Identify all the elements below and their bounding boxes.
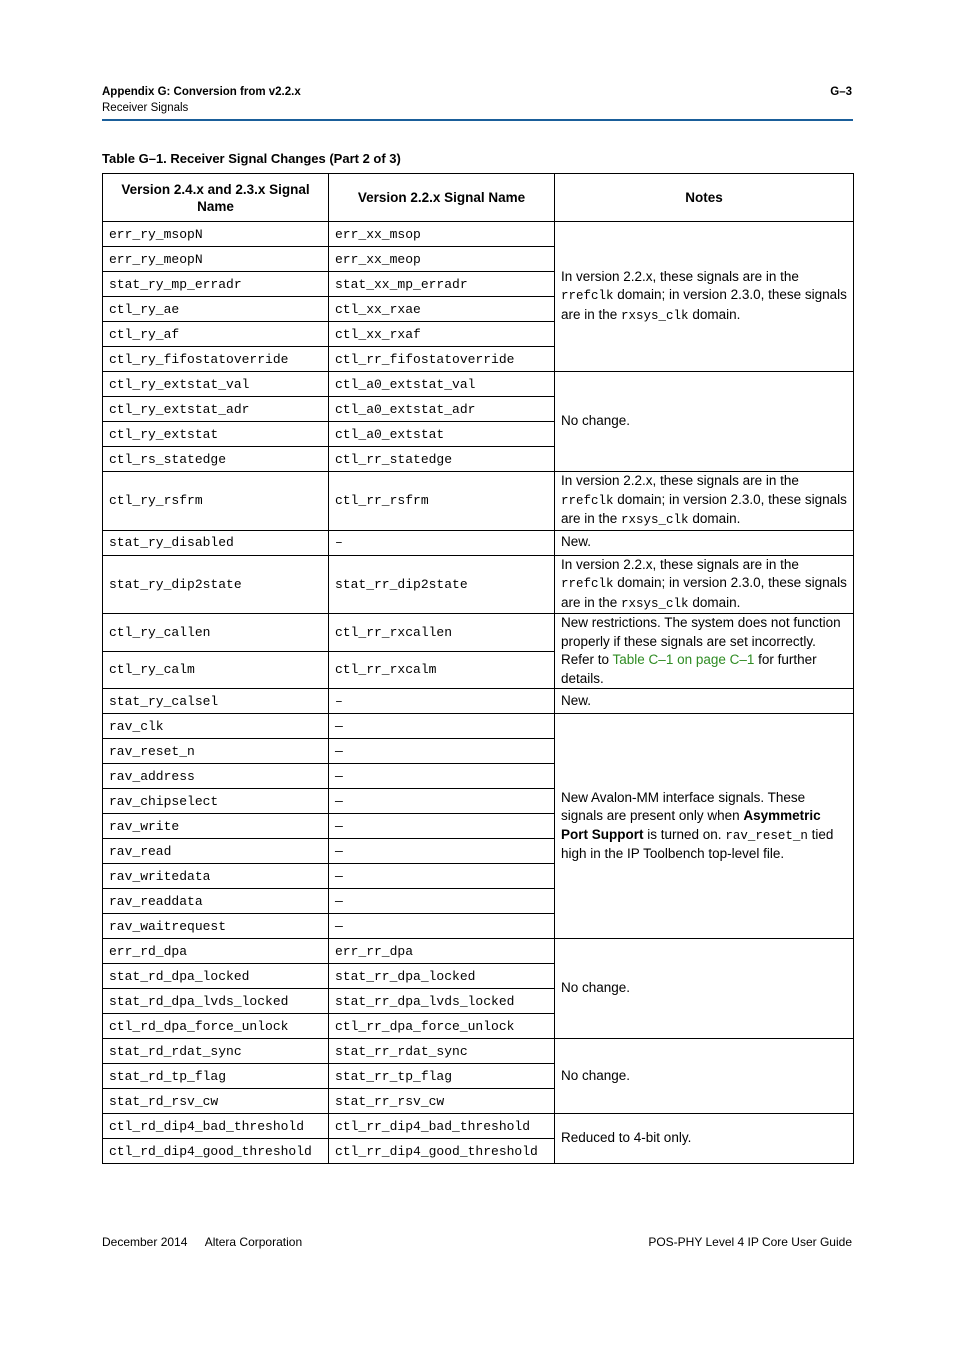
signal-new-name: ctl_ry_rsfrm	[103, 472, 329, 531]
signal-new-name: stat_rd_dpa_lvds_locked	[103, 989, 329, 1014]
signal-old-name: –	[329, 530, 555, 555]
column-header-new-name: Version 2.4.x and 2.3.x Signal Name	[103, 174, 329, 222]
signal-old-name: ctl_xx_rxaf	[329, 322, 555, 347]
table-row	[103, 939, 854, 964]
signal-old-name: ctl_a0_extstat_adr	[329, 397, 555, 422]
note-no-change: No change.	[555, 939, 854, 1039]
note-text: In version 2.2.x, these signals are in the	[561, 556, 799, 572]
signal-new-name: err_ry_meopN	[103, 247, 329, 272]
note-text: domain; in version 2.3.0, these signals are in the	[561, 287, 847, 322]
signal-old-name: —	[329, 814, 555, 839]
footer-doc-title: POS-PHY Level 4 IP Core User Guide	[648, 1235, 852, 1249]
signal-old-name: —	[329, 764, 555, 789]
signal-old-name: —	[329, 864, 555, 889]
column-header-old-name: Version 2.2.x Signal Name	[329, 174, 555, 222]
note-clock-domain	[555, 555, 854, 614]
note-code: rxsys_clk	[621, 513, 689, 527]
signal-new-name: ctl_ry_fifostatoverride	[103, 347, 329, 372]
signal-new-name: rav_waitrequest	[103, 914, 329, 939]
receiver-signal-table	[102, 173, 854, 1164]
note-bold: Asymmetric Port Support	[561, 808, 821, 842]
signal-new-name: stat_rd_rdat_sync	[103, 1039, 329, 1064]
signal-old-name: ctl_rr_statedge	[329, 447, 555, 472]
table-row	[103, 614, 854, 652]
note-no-change: No change.	[555, 1039, 854, 1114]
note-text: New restrictions. The system does not function properly if these signals are set incorrectly. Refer to	[561, 615, 841, 667]
signal-new-name: stat_rd_dpa_locked	[103, 964, 329, 989]
table-row	[103, 1114, 854, 1139]
signal-old-name: stat_rr_dpa_lvds_locked	[329, 989, 555, 1014]
page-number: G–3	[830, 86, 852, 98]
signal-old-name: —	[329, 789, 555, 814]
column-header-notes: Notes	[555, 174, 854, 222]
signal-new-name: ctl_ry_extstat_adr	[103, 397, 329, 422]
signal-old-name: stat_rr_dpa_locked	[329, 964, 555, 989]
signal-old-name: err_xx_meop	[329, 247, 555, 272]
note-avalon-mm	[555, 714, 854, 939]
footer-date: December 2014	[102, 1235, 188, 1249]
note-text: domain; in version 2.3.0, these signals are in the	[561, 575, 847, 610]
signal-old-name: —	[329, 714, 555, 739]
signal-old-name: –	[329, 689, 555, 714]
note-reduced: Reduced to 4-bit only.	[555, 1114, 854, 1164]
note-no-change: No change.	[555, 372, 854, 472]
note-text: domain.	[688, 511, 741, 526]
note-text: In version 2.2.x, these signals are in the	[561, 473, 799, 488]
signal-old-name: ctl_a0_extstat_val	[329, 372, 555, 397]
signal-new-name: stat_ry_mp_erradr	[103, 272, 329, 297]
note-code: rrefclk	[561, 289, 614, 304]
note-new: New.	[555, 689, 854, 714]
header-rule	[102, 119, 853, 121]
signal-old-name: ctl_a0_extstat	[329, 422, 555, 447]
signal-old-name: stat_rr_rdat_sync	[329, 1039, 555, 1064]
note-code: rrefclk	[561, 493, 614, 508]
signal-new-name: stat_ry_dip2state	[103, 555, 329, 614]
signal-new-name: ctl_ry_callen	[103, 614, 329, 652]
chapter-title: Appendix G: Conversion from v2.2.x	[102, 86, 301, 98]
signal-new-name: rav_write	[103, 814, 329, 839]
signal-new-name: stat_ry_disabled	[103, 530, 329, 555]
signal-new-name: rav_clk	[103, 714, 329, 739]
note-code: rrefclk	[561, 577, 614, 591]
note-text: In version 2.2.x, these signals are in the	[561, 268, 799, 284]
footer-company: Altera Corporation	[204, 1235, 303, 1249]
footer-left	[102, 1235, 302, 1249]
signal-new-name: rav_writedata	[103, 864, 329, 889]
signal-old-name: stat_rr_tp_flag	[329, 1064, 555, 1089]
signal-old-name: ctl_rr_fifostatoverride	[329, 347, 555, 372]
cross-reference-link[interactable]: Table C–1 on page C–1	[612, 652, 755, 667]
signal-old-name: ctl_rr_rxcalm	[329, 651, 555, 689]
signal-old-name: ctl_rr_rxcallen	[329, 614, 555, 652]
signal-old-name: ctl_rr_dpa_force_unlock	[329, 1014, 555, 1039]
table-row	[103, 555, 854, 614]
signal-new-name: err_rd_dpa	[103, 939, 329, 964]
signal-new-name: rav_address	[103, 764, 329, 789]
signal-new-name: ctl_rd_dip4_bad_threshold	[103, 1114, 329, 1139]
signal-old-name: ctl_rr_dip4_bad_threshold	[329, 1114, 555, 1139]
section-title: Receiver Signals	[102, 102, 189, 114]
note-code: rxsys_clk	[621, 308, 689, 323]
note-text: tied high in the IP Toolbench top-level file.	[561, 826, 834, 861]
signal-old-name: stat_rr_rsv_cw	[329, 1089, 555, 1114]
table-row	[103, 530, 854, 555]
table-row	[103, 222, 854, 247]
note-text: domain.	[688, 306, 741, 322]
note-clock-domain	[555, 222, 854, 372]
signal-new-name: ctl_ry_calm	[103, 651, 329, 689]
table-row	[103, 689, 854, 714]
signal-old-name: ctl_rr_rsfrm	[329, 472, 555, 531]
note-text: domain.	[688, 594, 741, 610]
table-caption: Table G–1. Receiver Signal Changes (Part 2 of 3)	[102, 151, 401, 166]
table-row	[103, 372, 854, 397]
table-row	[103, 714, 854, 739]
note-clock-domain	[555, 472, 854, 531]
signal-old-name: —	[329, 739, 555, 764]
signal-old-name: ctl_xx_rxae	[329, 297, 555, 322]
signal-new-name: stat_rd_rsv_cw	[103, 1089, 329, 1114]
signal-new-name: ctl_rd_dpa_force_unlock	[103, 1014, 329, 1039]
signal-old-name: stat_xx_mp_erradr	[329, 272, 555, 297]
note-text: is turned on.	[643, 826, 726, 842]
table-row	[103, 472, 854, 531]
signal-old-name: ctl_rr_dip4_good_threshold	[329, 1139, 555, 1164]
note-new: New.	[555, 530, 854, 555]
note-text: domain; in version 2.3.0, these signals are in the	[561, 491, 847, 526]
signal-new-name: ctl_ry_extstat	[103, 422, 329, 447]
note-restrictions	[555, 614, 854, 689]
note-code: rxsys_clk	[621, 596, 689, 611]
signal-new-name: rav_readdata	[103, 889, 329, 914]
note-text: New Avalon-MM interface signals. These signals are present only when	[561, 789, 806, 823]
signal-old-name: —	[329, 889, 555, 914]
signal-old-name: err_xx_msop	[329, 222, 555, 247]
table-header-row	[103, 174, 854, 222]
signal-new-name: ctl_rs_statedge	[103, 447, 329, 472]
table-row	[103, 1039, 854, 1064]
signal-new-name: ctl_ry_extstat_val	[103, 372, 329, 397]
signal-new-name: stat_ry_calsel	[103, 689, 329, 714]
signal-new-name: ctl_ry_af	[103, 322, 329, 347]
signal-new-name: rav_chipselect	[103, 789, 329, 814]
signal-old-name: err_rr_dpa	[329, 939, 555, 964]
note-code: rav_reset_n	[725, 828, 808, 843]
signal-new-name: ctl_ry_ae	[103, 297, 329, 322]
signal-old-name: —	[329, 914, 555, 939]
signal-new-name: ctl_rd_dip4_good_threshold	[103, 1139, 329, 1164]
signal-new-name: stat_rd_tp_flag	[103, 1064, 329, 1089]
signal-new-name: rav_reset_n	[103, 739, 329, 764]
signal-old-name: —	[329, 839, 555, 864]
running-header	[102, 84, 301, 116]
signal-new-name: err_ry_msopN	[103, 222, 329, 247]
note-text: for further details.	[561, 652, 817, 686]
signal-new-name: rav_read	[103, 839, 329, 864]
signal-old-name: stat_rr_dip2state	[329, 555, 555, 614]
